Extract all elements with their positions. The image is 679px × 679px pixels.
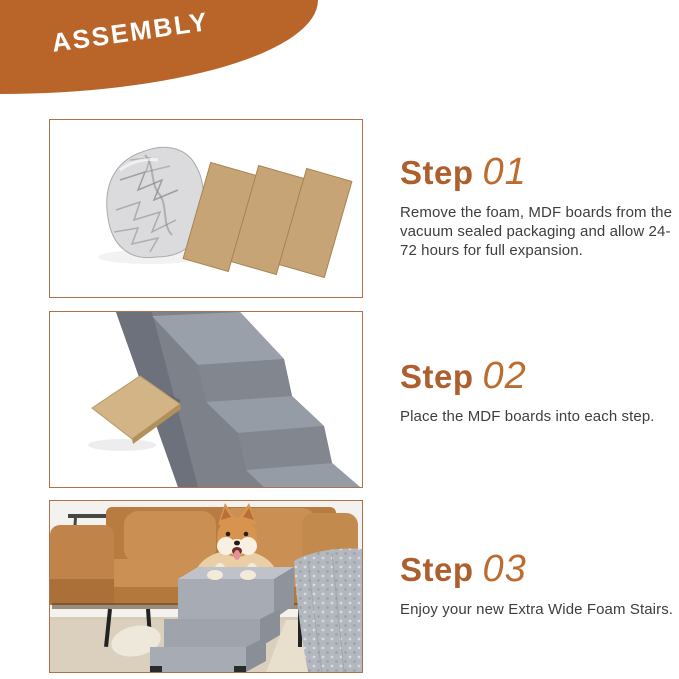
step-2-description: Place the MDF boards into each step. — [400, 408, 655, 425]
banner-title: ASSEMBLY — [49, 6, 211, 58]
step-2-number: 02 — [482, 355, 527, 397]
step-2-heading — [400, 355, 679, 398]
step-1-text — [400, 119, 679, 260]
step-3-label: Step — [400, 551, 474, 588]
step-3-illustration — [50, 501, 362, 672]
mdf-boards — [183, 162, 352, 277]
step-1-heading — [400, 151, 679, 194]
assembly-banner — [0, 0, 318, 94]
step-2-text — [400, 311, 679, 426]
step-3-number: 03 — [482, 548, 527, 590]
step-1-number: 01 — [482, 151, 527, 193]
step-1-image-box — [49, 119, 363, 298]
step-1-illustration — [50, 120, 362, 297]
step-3-description: Enjoy your new Extra Wide Foam Stairs. — [400, 601, 674, 618]
step-1-label: Step — [400, 154, 474, 191]
step-2-image-box — [49, 311, 363, 488]
step-2-label: Step — [400, 358, 474, 395]
step-1-description: Remove the foam, MDF boards from the vacuum sealed packaging and allow 24-72 hours for full expansion. — [400, 204, 673, 259]
step-3-image-box — [49, 500, 363, 673]
step-2-row — [49, 311, 679, 488]
step-2-illustration — [50, 312, 362, 487]
step-1-row — [49, 119, 679, 298]
step-3-row — [49, 500, 679, 673]
step-3-text — [400, 500, 679, 619]
step-3-heading — [400, 548, 679, 591]
